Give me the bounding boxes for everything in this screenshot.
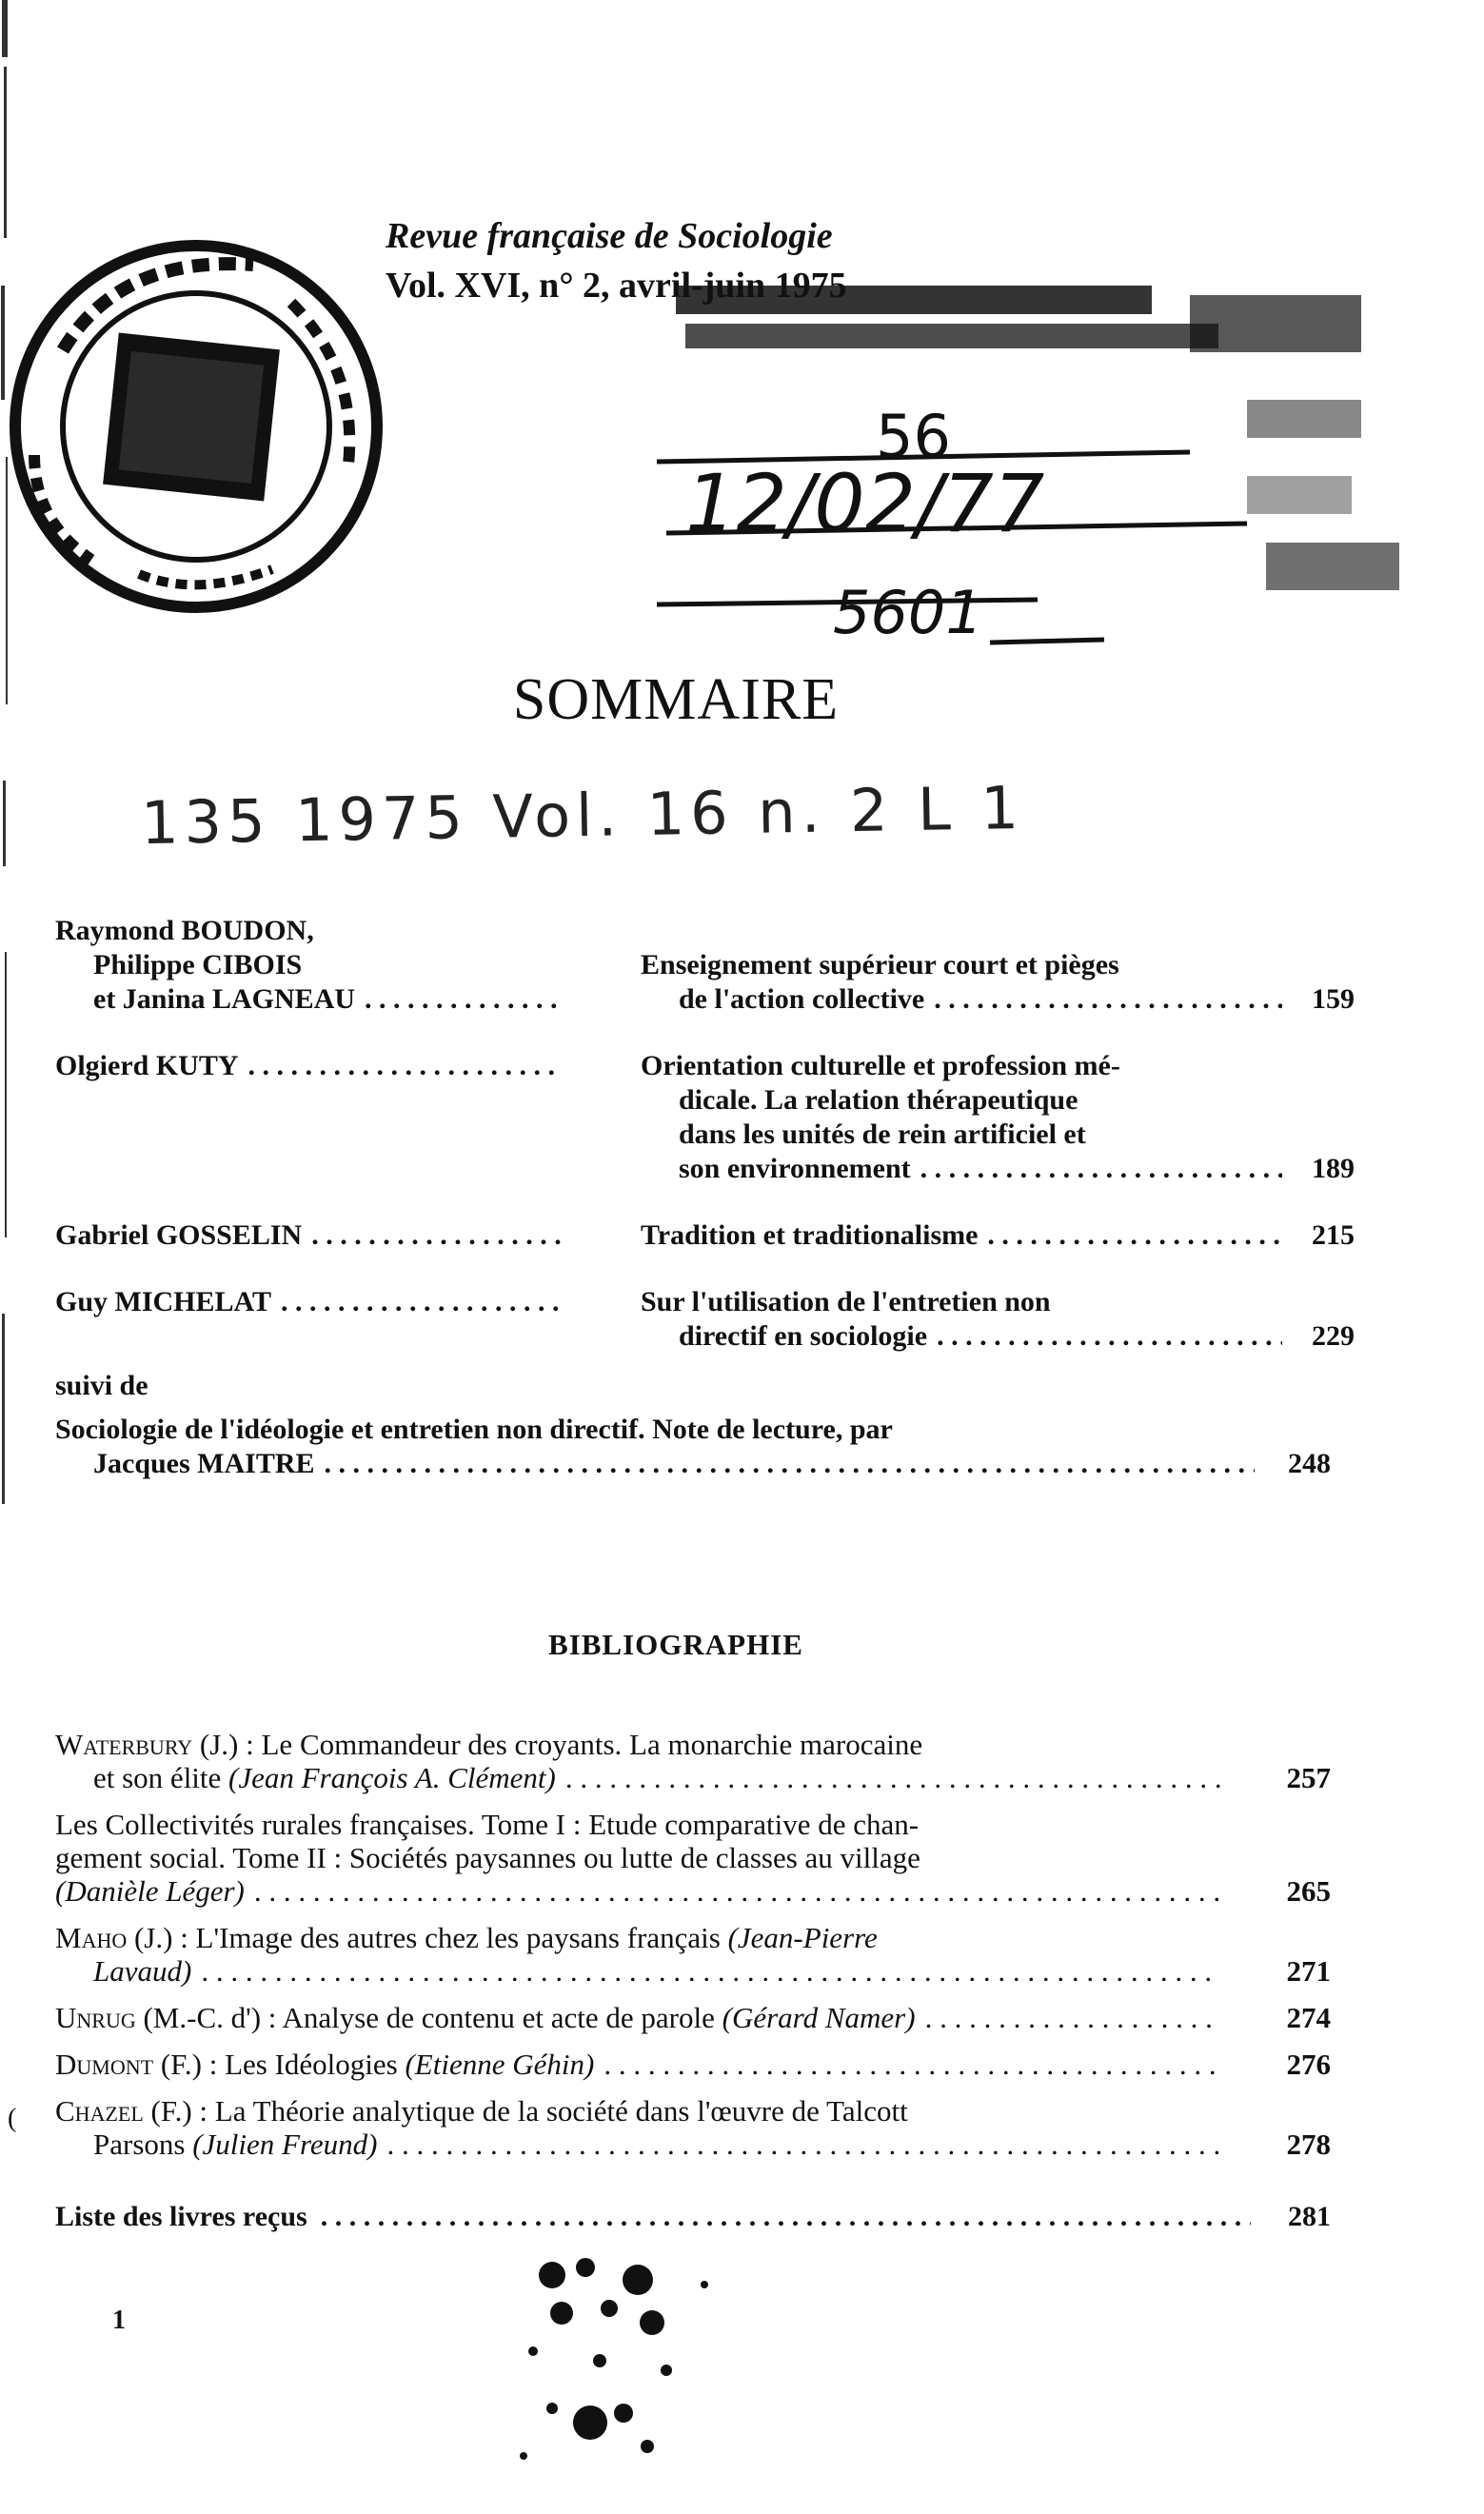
biblio-entry: Dumont (F.) : Les Idéologies (Etienne Géhin) . . . 276: [55, 2048, 1331, 2081]
liste-label: Liste des livres reçus: [55, 2201, 307, 2232]
bibliography-list: [55, 1728, 1331, 2174]
toc-page-number: 229: [1312, 1320, 1355, 1352]
note-author: Jacques MAITRE: [93, 1448, 315, 1479]
bibliographie-title: BIBLIOGRAPHIE: [548, 1628, 803, 1661]
biblio-reviewer: (Etienne Géhin): [405, 2048, 595, 2081]
toc-page-number: 189: [1312, 1153, 1355, 1184]
journal-volume: Vol. XVI, n° 2, avril-juin 1975: [386, 266, 847, 306]
biblio-reviewer: (Danièle Léger): [55, 1874, 245, 1908]
toc-entry-wide: [55, 1413, 1331, 1481]
suivi-de-label: suivi de: [55, 1370, 148, 1401]
footer-page-number: 1: [112, 2306, 126, 2335]
biblio-author: Waterbury: [55, 1728, 193, 1761]
author-line-last: Guy MICHELAT . . .: [55, 1285, 574, 1319]
liste-livres-recus: [55, 2201, 1331, 2233]
biblio-reviewer: (Jean François A. Clément): [228, 1761, 556, 1794]
toc-article-title: Sur l'utilisation de l'entretien non directif en sociologie . . .: [641, 1285, 1288, 1354]
toc-article-title: Orientation culturelle et profession mé- dicale. La relation thérapeutique dans les unités de rein artificiel et son environnement . . .: [641, 1049, 1288, 1186]
sommaire-title: SOMMAIRE: [512, 667, 840, 732]
toc-article-title: Tradition et traditionalisme . . .: [641, 1218, 1288, 1253]
biblio-entry: Waterbury (J.) : Le Commandeur des croyants. La monarchie marocaine et son élite (Jean François A. Clément) . . . 257: [55, 1728, 1331, 1794]
biblio-page-number: 274: [1286, 2001, 1331, 2034]
toc-entry: [55, 1049, 1355, 1186]
toc-entry: [55, 1218, 1355, 1253]
biblio-page-number: 278: [1286, 2128, 1331, 2161]
biblio-author: Dumont: [55, 2048, 154, 2081]
stamp-number-2: 5601: [833, 578, 983, 647]
toc-article-title: Enseignement supérieur court et pièges de l'action collective . . .: [641, 948, 1288, 1017]
author-line: Raymond BOUDON,: [55, 915, 314, 946]
accession-stamp: [657, 286, 1409, 685]
stamp-date: 12/02/77: [685, 457, 1045, 550]
toc-page-number: 159: [1312, 983, 1355, 1015]
toc-authors: [55, 1285, 574, 1319]
biblio-reviewer: (Julien Freund): [192, 2128, 378, 2161]
biblio-entry: Unrug (M.-C. d') : Analyse de contenu et acte de parole (Gérard Namer) . . . 274: [55, 2001, 1331, 2034]
journal-header: [386, 211, 847, 310]
toc-authors: [55, 1218, 574, 1253]
journal-name: Revue française de Sociologie: [386, 216, 833, 256]
toc-page-number: 215: [1312, 1219, 1355, 1251]
toc-entry: [55, 914, 1355, 1017]
library-seal-stamp: [6, 236, 386, 617]
biblio-page-number: 276: [1286, 2048, 1331, 2081]
author-line-last: et Janina LAGNEAU . . .: [55, 982, 574, 1017]
biblio-reviewer: (Gérard Namer): [722, 2001, 916, 2034]
liste-page-number: 281: [1288, 2201, 1331, 2232]
toc-entry: [55, 1285, 1355, 1354]
note-title: Sociologie de l'idéologie et entretien non directif. Note de lecture, par: [55, 1414, 893, 1445]
author-line-last: Gabriel GOSSELIN . . .: [55, 1218, 574, 1253]
author-line: Philippe CIBOIS: [93, 949, 303, 980]
biblio-page-number: 271: [1286, 1954, 1331, 1988]
table-of-contents: [55, 914, 1355, 1510]
handwritten-call-number: 135 1975 Vol. 16 n. 2 L 1: [140, 772, 1025, 859]
biblio-page-number: 265: [1286, 1874, 1331, 1908]
biblio-entry: Les Collectivités rurales françaises. Tome I : Etude comparative de chan- gement social. Tome II : Sociétés paysannes ou lutte de classes au village (Danièle Léger) . . . 265: [55, 1808, 1331, 1908]
ink-smudge: [495, 2247, 742, 2484]
biblio-author: Chazel: [55, 2094, 144, 2128]
stamp-number-1: 56: [876, 402, 951, 471]
biblio-entry: Maho (J.) : L'Image des autres chez les paysans français (Jean-Pierre Lavaud) . . . 271: [55, 1921, 1331, 1988]
author-line-last: Olgierd KUTY . . .: [55, 1049, 574, 1083]
biblio-page-number: 257: [1286, 1761, 1331, 1794]
toc-authors: [55, 1049, 574, 1083]
biblio-author: Maho: [55, 1921, 128, 1954]
biblio-reviewer: Lavaud): [93, 1954, 192, 1988]
biblio-entry: Chazel (F.) : La Théorie analytique de la société dans l'œuvre de Talcott Parsons (Julien Freund) . . . 278: [55, 2094, 1331, 2161]
toc-authors: [55, 914, 574, 1017]
biblio-author: Unrug: [55, 2001, 136, 2034]
toc-page-number: 248: [1288, 1448, 1331, 1479]
margin-mark: (: [8, 2104, 17, 2133]
